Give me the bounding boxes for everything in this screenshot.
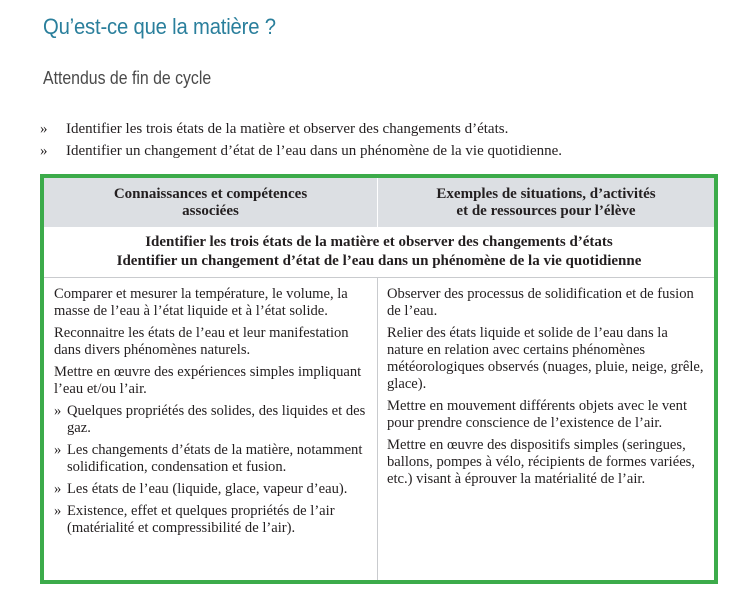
- table-header: [44, 178, 714, 227]
- example-paragraph: Observer des processus de solidification et de fusion de l’eau.: [387, 286, 694, 319]
- list-item-text: Les changements d’états de la matière, notamment solidification, condensation et fusion.: [67, 442, 363, 475]
- knowledge-paragraph: Mettre en œuvre des expériences simples impliquant l’eau et/ou l’air.: [54, 364, 362, 397]
- table-section-band: [44, 227, 714, 278]
- knowledge-paragraph: Reconnaitre les états de l’eau et leur manifestation dans divers phénomènes naturels.: [54, 325, 349, 358]
- competences-table: [40, 174, 718, 584]
- goal-text: Identifier un changement d’état de l’eau dans un phénomène de la vie quotidienne.: [66, 143, 563, 159]
- knowledge-paragraph: Comparer et mesurer la température, le volume, la masse de l’eau à l’état liquide et à l’état solide.: [54, 286, 348, 319]
- header-cell-knowledge: [44, 178, 377, 227]
- list-item-text: Les états de l’eau (liquide, glace, vapeur d’eau).: [67, 481, 348, 497]
- list-item: [54, 481, 372, 498]
- header-line: associées: [182, 202, 239, 219]
- band-line: Identifier les trois états de la matière et observer des changements d’états: [145, 234, 613, 250]
- header-line: et de ressources pour l’élève: [456, 202, 636, 219]
- list-item: [54, 503, 372, 537]
- bullet-icon: »: [54, 442, 62, 458]
- bullet-icon: »: [54, 481, 62, 497]
- knowledge-sublist: [54, 403, 372, 537]
- example-paragraph: Relier des états liquide et solide de l’eau dans la nature en relation avec certains phénomènes météorologiques observés (nuages, pluie, neige, grêle, glace).: [387, 325, 704, 392]
- example-paragraph: Mettre en œuvre des dispositifs simples (seringues, ballons, pompes à vélo, récipients de formes variées, etc.) visant à éprouver la matérialité de l’air.: [387, 437, 695, 487]
- bullet-icon: »: [40, 121, 48, 137]
- bullet-icon: »: [54, 403, 62, 419]
- column-divider: [377, 278, 378, 580]
- example-paragraph: Mettre en mouvement différents objets avec le vent pour prendre conscience de l’existence de l’air.: [387, 398, 688, 431]
- examples-column: [387, 286, 707, 493]
- knowledge-column: [54, 286, 372, 542]
- goal-text: Identifier les trois états de la matière et observer des changements d’états.: [66, 121, 509, 137]
- header-line: Exemples de situations, d’activités: [436, 185, 656, 202]
- page-title: Qu’est-ce que la matière ?: [43, 14, 276, 39]
- list-item-text: Quelques propriétés des solides, des liquides et des gaz.: [67, 403, 366, 436]
- list-item: [54, 403, 372, 437]
- goal-item: [40, 140, 562, 162]
- list-item-text: Existence, effet et quelques propriétés de l’air (matérialité et compressibilité de l’air).: [67, 503, 335, 536]
- header-cell-examples: [378, 178, 714, 227]
- bullet-icon: »: [54, 503, 62, 519]
- header-line: Connaissances et compétences: [113, 185, 308, 202]
- section-subtitle: Attendus de fin de cycle: [43, 68, 212, 88]
- goal-item: [40, 118, 562, 140]
- bullet-icon: »: [40, 143, 48, 159]
- band-line: Identifier un changement d’état de l’eau dans un phénomène de la vie quotidienne: [116, 253, 642, 269]
- goals-list: [40, 118, 562, 162]
- list-item: [54, 442, 372, 476]
